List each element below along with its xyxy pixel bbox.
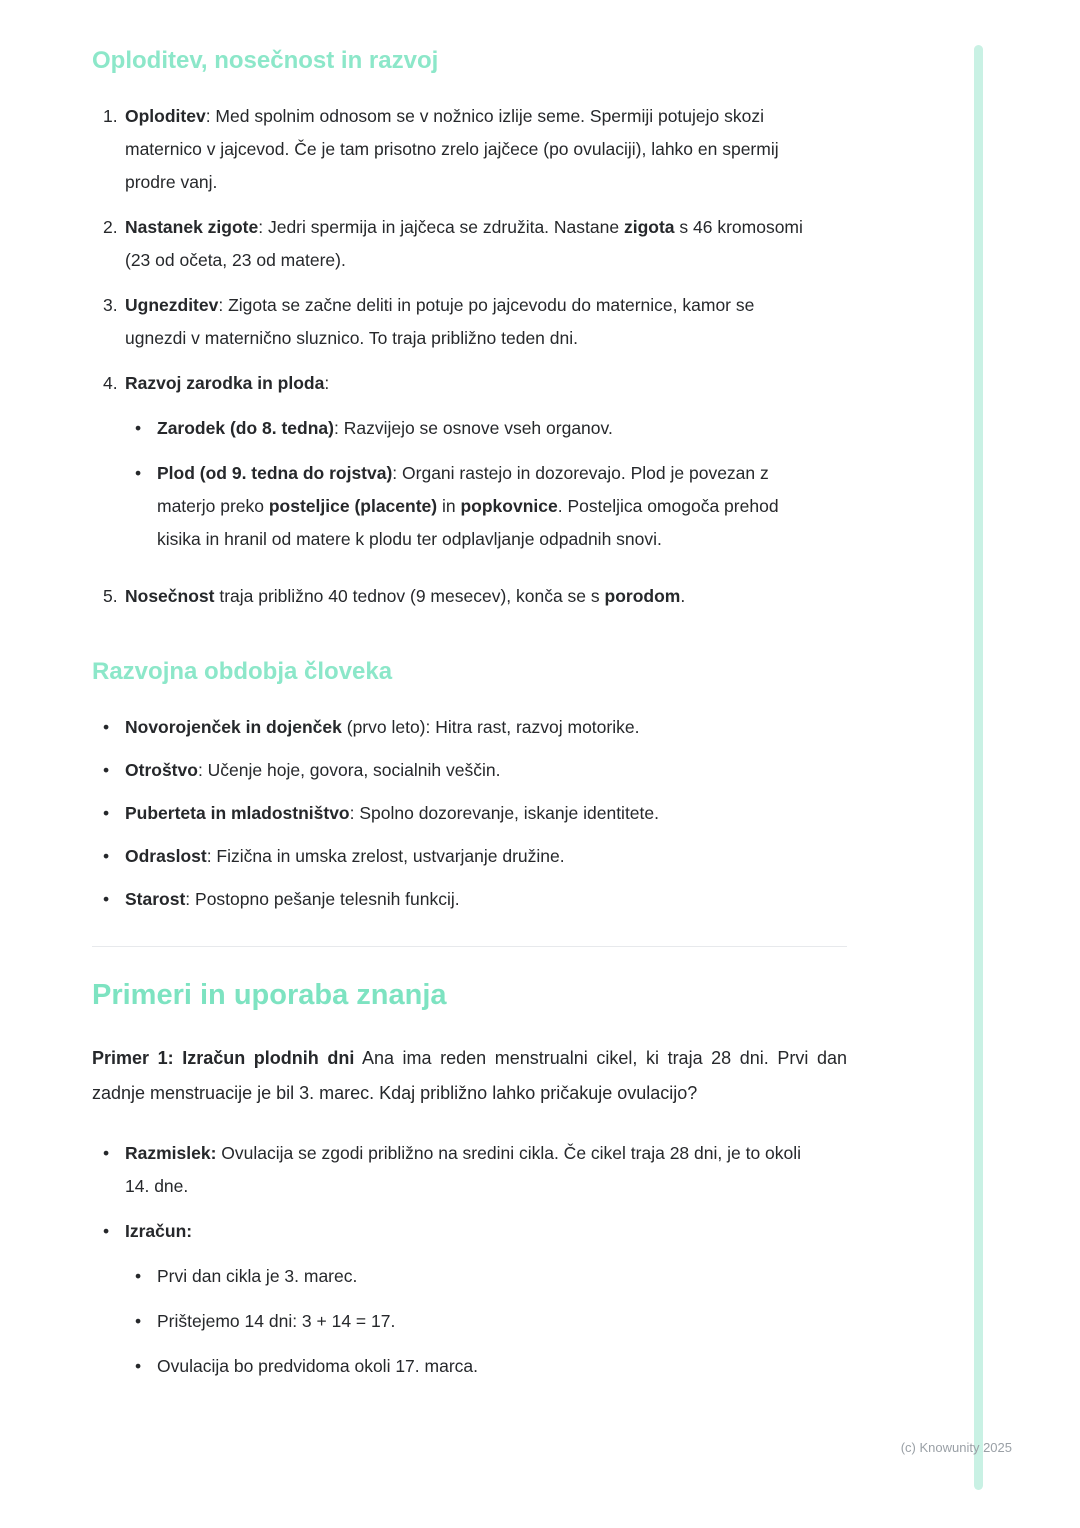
- bullet-icon: •: [103, 1143, 110, 1163]
- sub-list-item: [135, 457, 809, 556]
- list-item: [103, 797, 809, 830]
- sub-list-item-text: Zarodek (do 8. tedna): Razvijejo se osnove vseh organov.: [157, 418, 613, 438]
- list-item-text: [125, 367, 809, 556]
- sub-list-item-text: Ovulacija bo predvidoma okoli 17. marca.: [157, 1356, 478, 1376]
- example-intro-paragraph: Primer 1: Izračun plodnih dni Ana ima reden menstrualni cikel, ki traja 28 dni. Prvi dan zadnje menstruacije je bil 3. marec. Kdaj približno lahko pričakuje ovulacijo?: [92, 1048, 847, 1103]
- section-razvojna-obdobja: [92, 657, 847, 916]
- list-item: [103, 211, 809, 277]
- list-item-text: Oploditev: Med spolnim odnosom se v nožnico izlije seme. Spermiji potujejo skozi maternico v jajcevod. Če je tam prisotno zrelo jajčece (po ovulaciji), lahko en spermij prodre vanj.: [125, 106, 779, 192]
- list-item: [103, 711, 809, 744]
- list-item-text: Novorojenček in dojenček (prvo leto): Hitra rast, razvoj motorike.: [125, 717, 640, 737]
- bullet-icon: •: [135, 1311, 142, 1331]
- bullet-icon: •: [103, 803, 110, 823]
- list-item-text: Puberteta in mladostništvo: Spolno dozorevanje, iskanje identitete.: [125, 803, 659, 823]
- sub-list-item: [135, 1260, 809, 1293]
- sub-list-item-text: Prvi dan cikla je 3. marec.: [157, 1266, 358, 1286]
- section-title-primeri: Primeri in uporaba znanja: [92, 979, 447, 1011]
- list-item: [103, 580, 809, 613]
- list-item-text: Otroštvo: Učenje hoje, govora, socialnih veščin.: [125, 760, 501, 780]
- bullet-list: [103, 711, 809, 916]
- list-item-text: Odraslost: Fizična in umska zrelost, ustvarjanje družine.: [125, 846, 565, 866]
- list-item-lead: Razvoj zarodka in ploda:: [125, 373, 330, 393]
- bullet-icon: •: [103, 1221, 110, 1241]
- list-item-lead: Izračun:: [125, 1221, 193, 1241]
- bullet-icon: •: [103, 889, 110, 909]
- list-number: 1.: [103, 106, 118, 126]
- ordered-list: [103, 100, 809, 613]
- section-primeri: [92, 977, 847, 1383]
- list-number: 3.: [103, 295, 118, 315]
- list-item-text: Nosečnost traja približno 40 tednov (9 mesecev), konča se s porodom.: [125, 586, 686, 606]
- sub-bullet-list: [135, 412, 809, 556]
- list-item-text: [125, 1215, 809, 1383]
- sub-list-item-text: Prištejemo 14 dni: 3 + 14 = 17.: [157, 1311, 396, 1331]
- list-number: 5.: [103, 586, 118, 606]
- document-content: [92, 46, 847, 1383]
- list-item: [103, 367, 809, 556]
- list-item: [103, 289, 809, 355]
- list-item-text: Razmislek: Ovulacija se zgodi približno na sredini cikla. Če cikel traja 28 dni, je to okoli 14. dne.: [125, 1143, 802, 1196]
- section-oploditev: [92, 46, 847, 613]
- section-divider: [92, 946, 847, 947]
- footer-credit: (c) Knowunity 2025: [900, 1440, 1012, 1455]
- sub-list-item-text: Plod (od 9. tedna do rojstva): Organi rastejo in dozorevajo. Plod je povezan z materjo preko posteljice (placente) in popkovnice. Posteljica omogoča prehod kisika in hranil od matere k plodu ter odplavljanje odpadnih snovi.: [157, 463, 779, 549]
- sub-list-item: [135, 1305, 809, 1338]
- accent-side-bar: [974, 45, 983, 1490]
- bullet-icon: •: [135, 463, 142, 483]
- list-item: [103, 100, 809, 199]
- list-item: [103, 883, 809, 916]
- bullet-icon: •: [103, 760, 110, 780]
- list-item-text: Ugnezditev: Zigota se začne deliti in potuje po jajcevodu do maternice, kamor se ugnezdi v maternično sluznico. To traja približno teden dni.: [125, 295, 755, 348]
- list-number: 2.: [103, 217, 118, 237]
- list-item: [103, 1137, 809, 1203]
- bullet-icon: •: [135, 418, 142, 438]
- section-title-razvojna-obdobja: Razvojna obdobja človeka: [92, 658, 393, 685]
- list-number: 4.: [103, 373, 118, 393]
- list-item: [103, 1215, 809, 1383]
- sub-bullet-list: [135, 1260, 809, 1383]
- list-item: [103, 840, 809, 873]
- list-item: [103, 754, 809, 787]
- bullet-icon: •: [103, 717, 110, 737]
- sub-list-item: [135, 1350, 809, 1383]
- section-title-oploditev: Oploditev, nosečnost in razvoj: [92, 47, 439, 74]
- list-item-text: Nastanek zigote: Jedri spermija in jajčeca se združita. Nastane zigota s 46 kromosomi (23 od očeta, 23 od matere).: [125, 217, 803, 270]
- bullet-icon: •: [135, 1356, 142, 1376]
- sub-list-item: [135, 412, 809, 445]
- list-item-text: Starost: Postopno pešanje telesnih funkcij.: [125, 889, 460, 909]
- bullet-icon: •: [103, 846, 110, 866]
- bullet-list: [103, 1137, 809, 1383]
- bullet-icon: •: [135, 1266, 142, 1286]
